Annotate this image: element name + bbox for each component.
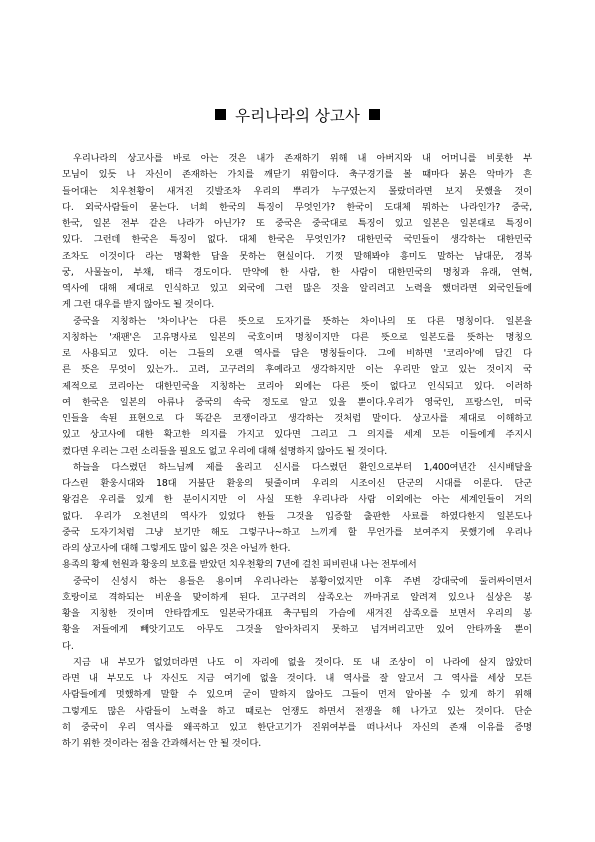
square-bullet-icon	[215, 109, 226, 120]
body-line: 켰다면 우리는 그런 소리들을 필요도 없고 우리에 대해 설명하지 않아도 될 것이다.	[62, 445, 388, 457]
body-line: 제적으로 코리아는 대한민국을 지칭하는 코리아 외에는 다른 뜻이 없다고 인식되고 있다. 이러하	[62, 380, 532, 392]
body-line: 궁, 사물놀이, 부채, 태극 경도이다. 만약에 한 사람, 한 사람이 대한민국의 명칭과 유래, 연혁,	[62, 266, 532, 278]
body-line: 중국 도자기처럼 그냥 보기만 해도 그렇구나~하고 느끼게 할 무언가를 보여주지 못했기에 우리나	[62, 526, 532, 538]
body-line: 왕검은 우리를 있게 한 분이시지만 이 사실 또한 우리나라 사람 이외에는 아는 세계인들이 거의	[62, 494, 532, 506]
body-line: 른 뜻은 무엇이 있는가.. 고려, 고구려의 후예라고 생각하지만 이는 우리만 알고 있는 것이지 국	[62, 364, 532, 376]
body-line: 우리나라의 상고사를 바로 아는 것은 내가 존재하기 위해 내 아버지와 내 어머니를 비롯한 부	[73, 153, 532, 164]
body-line: 용족의 황제 헌원과 황웅의 보호를 받았던 치우천황의 7년에 걸친 피비린내 나는 전투에서	[62, 559, 417, 571]
body-line: 히 중국이 우리 역사를 왜곡하고 있고 한단고기가 진위여부를 떠나서나 자신의 존재 이유를 증명	[62, 721, 532, 733]
body-line: 라의 상고사에 대해 그렇게도 많이 잃은 것은 아닐까 한다.	[62, 543, 291, 554]
square-bullet-icon	[369, 109, 380, 120]
document-title	[0, 106, 595, 126]
document-body	[62, 151, 532, 752]
body-line: 호랑이로 격하되는 비운을 맞이하게 된다. 고구려의 삼족오는 까마귀로 알려져 있으나 실상은 봉	[62, 591, 532, 603]
body-line: 게 그런 대우를 받지 않아도 될 것이다.	[62, 299, 215, 311]
title-text: 우리나라의 상고사	[235, 107, 360, 125]
body-line: 다. 외국사람들이 묻는다. 너희 한국의 특징이 무엇인가? 한국이 도대체 뭐하는 나라인가? 중국,	[62, 201, 532, 213]
body-line: 황을 지칭한 것이며 안타깝게도 일본국가대표 축구팀의 가슴에 새겨진 삼족오를 보면서 우리의 봉	[62, 608, 532, 619]
body-line: 지금 내 부모가 없었더라면 나도 이 자리에 없을 것이다. 또 내 조상이 이 나라에 살지 않았더	[73, 656, 532, 668]
body-line: 있고 상고사에 대한 확고한 의지를 가지고 있다면 그리고 그 의지를 세계 모든 이들에게 주지시	[62, 429, 532, 441]
body-line: 모님이 있듯 나 자신이 존재하는 가치를 깨닫기 위함이다. 축구경기를 볼 때마다 붉은 악마가 흔	[62, 169, 532, 181]
body-line: 하늘을 다스렸던 하느님께 제를 올리고 신시를 다스렸던 환인으로부터 1,400여년간 신시배달을	[73, 461, 532, 473]
body-line: 인들을 속된 표현으로 다 똑같은 코쟁이라고 생각하는 것처럼 말이다. 상고사를 제대로 이해하고	[62, 413, 532, 424]
body-line: 그렇게도 많은 사람들이 노력을 하고 때로는 언쟁도 하면서 전쟁을 해 나가고 있는 것이다. 단순	[62, 705, 532, 717]
body-line: 하기 위한 것이라는 점을 간과해서는 안 될 것이다.	[62, 738, 262, 749]
body-line: 다스린 환웅시대와 18대 거불단 환웅의 뒷줄이며 우리의 시조이신 단군의 시대를 이룬다. 단군	[62, 478, 532, 489]
body-line: 지칭하는 '재팬'은 고유명사로 일본의 국호이며 명칭이지만 다른 뜻으로 일본도를 뜻하는 명칭으	[62, 331, 532, 343]
body-line: 여 한국은 일본의 아류나 중국의 속국 정도로 알고 있을 뿐이다.우리가 영국인, 프랑스인, 미국	[62, 396, 532, 408]
body-line: 역사에 대해 제대로 인식하고 있고 외국에 그런 많은 것을 알리려고 노력을 했더라면 외국인들에	[62, 283, 532, 294]
body-line: 없다. 우리가 오천년의 역사가 있었다 한들 그것을 입증할 출판한 사료를 하였다한지 일본도나	[62, 510, 532, 522]
body-line: 조차도 이것이다 라는 명확한 답을 못하는 현실이다. 기껏 말해봐야 흥미도 말하는 남대문, 경복	[62, 250, 532, 262]
body-line: 라면 내 부모도 나 자신도 지금 여기에 없을 것이다. 내 역사를 잘 알고서 그 역사를 세상 모든	[62, 673, 532, 684]
body-line: 사람들에게 멋했하게 말할 수 있으며 굳이 말하지 않아도 그들이 먼저 알아볼 수 있게 하기 위해	[62, 689, 532, 701]
body-line: 로 사용되고 있다. 이는 그들의 오랜 역사를 담은 명칭들이다. 그에 비하면 '코리아'에 담긴 다	[62, 348, 532, 359]
body-line: 중국을 지칭하는 '차이나'는 다른 뜻으로 도자기를 뜻하는 차이나의 또 다른 명칭이다. 일본을	[73, 315, 532, 327]
body-line: 다.	[62, 640, 74, 652]
body-line: 한국, 일본 전부 같은 나라가 아닌가? 또 중국은 중국대로 특징이 있고 일본은 일본대로 특징이	[62, 218, 532, 229]
body-line: 황을 저들에게 빼앗기고도 아무도 그것을 알아차리지 못하고 넘겨버리고만 있어 안타까울 뿐이	[62, 624, 532, 636]
body-line: 중국이 신성시 하는 용들은 용이며 우리나라는 봉황이었지만 이후 주변 강대국에 둘러싸이면서	[73, 575, 532, 587]
body-line: 들어대는 치우천황이 새겨진 깃발조차 우리의 뿌리가 누구였는지 몰랐더라면 보지 못했을 것이	[62, 185, 532, 197]
body-line: 있다. 그런데 한국은 특징이 없다. 대체 한국은 무엇인가? 대한민국 국민들이 생각하는 대한민국	[62, 234, 532, 246]
